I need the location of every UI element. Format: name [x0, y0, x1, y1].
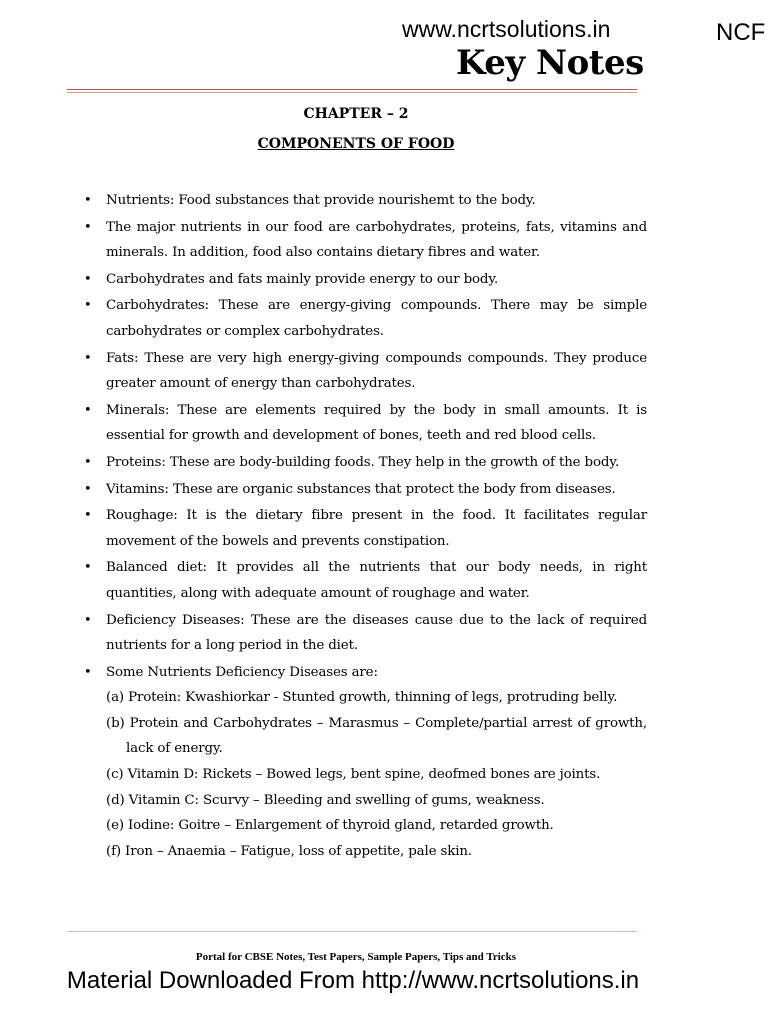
note-item: • Vitamins: These are organic substances that protect the body from diseases. — [80, 477, 647, 503]
page-title: Key Notes — [456, 43, 644, 83]
header-divider — [67, 89, 637, 90]
note-item: • Carbohydrates: These are energy-giving compounds. There may be simple carbohydrates or complex carbohydrates. — [80, 293, 647, 344]
corner-text: NCF — [716, 19, 766, 46]
disease-item: (f) Iron – Anaemia – Fatigue, loss of appetite, pale skin. — [106, 843, 472, 859]
note-item: • Minerals: These are elements required by the body in small amounts. It is essential for growth and development of bones, teeth and red blood cells. — [80, 398, 647, 449]
chapter-title: COMPONENTS OF FOOD — [257, 136, 455, 152]
disease-item: (a) Protein: Kwashiorkar - Stunted growth, thinning of legs, protruding belly. — [106, 690, 618, 706]
chapter-number: CHAPTER – 2 — [303, 106, 409, 122]
note-item: • Carbohydrates and fats mainly provide energy to our body. — [80, 267, 647, 293]
disease-item: (b) Protein and Carbohydrates – Marasmus – Complete/partial arrest of growth, lack of energy. — [106, 715, 647, 757]
note-item: • Fats: These are very high energy-giving compounds compounds. They produce greater amount of energy than carbohydrates. — [80, 346, 647, 397]
chapter-title-container — [0, 134, 712, 154]
note-item: • The major nutrients in our food are carbohydrates, proteins, fats, vitamins and minerals. In addition, food also contains dietary fibres and water. — [80, 215, 647, 266]
note-item: • Nutrients: Food substances that provide nourishemt to the body. — [80, 188, 647, 214]
footer-download-text: Material Downloaded From http://www.ncrtsolutions.in — [66, 967, 640, 994]
site-url: www.ncrtsolutions.in — [402, 16, 611, 42]
key-notes-list — [80, 188, 647, 865]
note-item: • Proteins: These are body-building foods. They help in the growth of the body. — [80, 450, 647, 476]
header-divider-secondary — [67, 92, 637, 93]
deficiency-heading: Some Nutrients Deficiency Diseases are: — [106, 664, 378, 680]
footer-portal-text: Portal for CBSE Notes, Test Papers, Sample Papers, Tips and Tricks — [195, 951, 517, 963]
deficiency-disease-list — [106, 685, 647, 864]
disease-item: (e) Iodine: Goitre – Enlargement of thyroid gland, retarded growth. — [106, 818, 554, 834]
note-item-deficiency-heading — [80, 660, 647, 865]
disease-item: (d) Vitamin C: Scurvy – Bleeding and swelling of gums, weakness. — [106, 792, 545, 808]
disease-item: (c) Vitamin D: Rickets – Bowed legs, bent spine, deofmed bones are joints. — [106, 767, 601, 783]
note-item: • Deficiency Diseases: These are the diseases cause due to the lack of required nutrients for a long period in the diet. — [80, 608, 647, 659]
note-item: • Roughage: It is the dietary fibre present in the food. It facilitates regular movement of the bowels and prevents constipation. — [80, 503, 647, 554]
note-item: • Balanced diet: It provides all the nutrients that our body needs, in right quantities, along with adequate amount of roughage and water. — [80, 555, 647, 606]
footer-divider — [67, 931, 637, 932]
